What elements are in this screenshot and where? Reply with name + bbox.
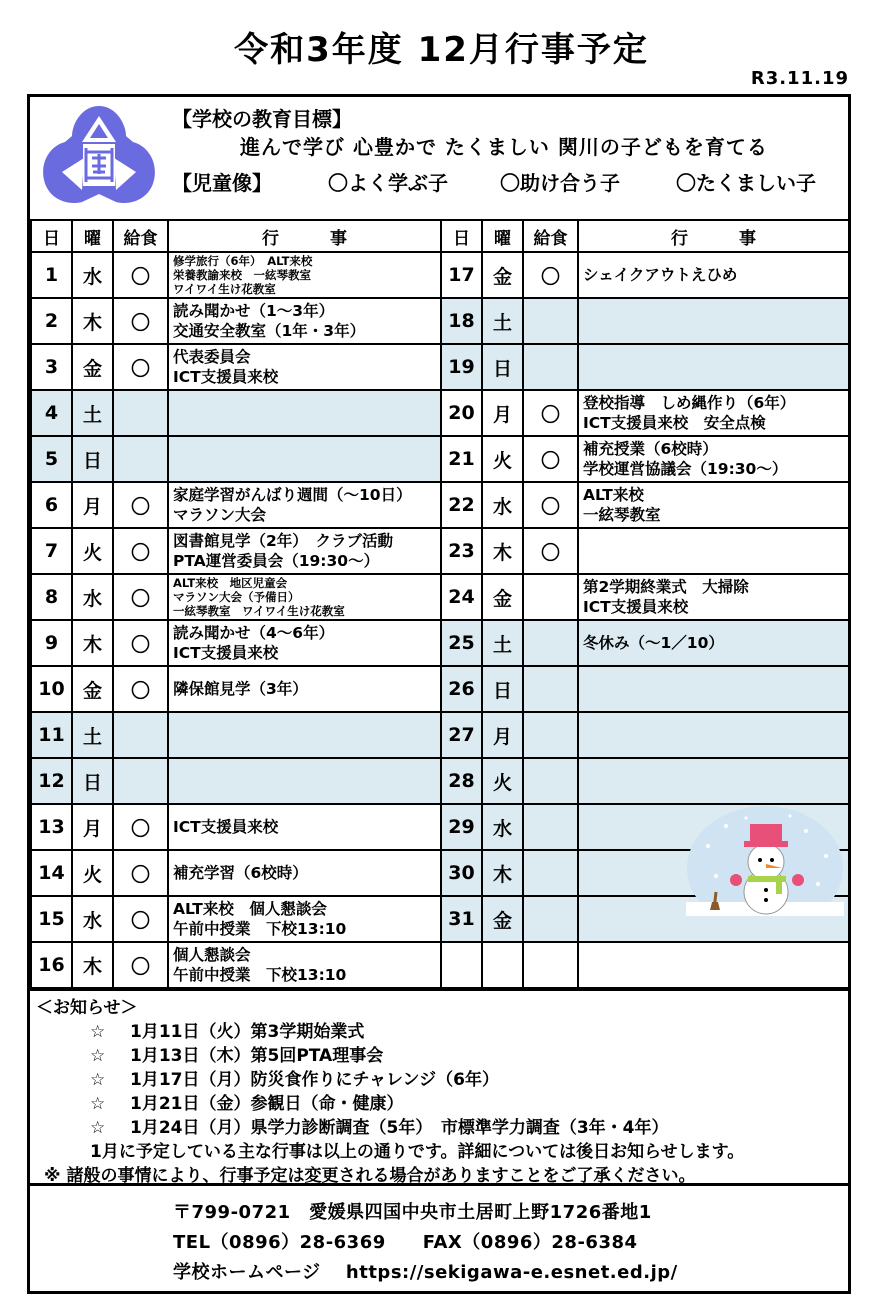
event-line: 隣保館見学（3年） [173,680,308,698]
weekday-cell: 金 [482,574,523,620]
event-cell [578,482,849,528]
col-header-day: 日 [31,220,72,252]
event-cell [168,298,441,344]
day-cell: 11 [31,712,72,758]
notice-item: ☆ 1月17日（月）防災食作りにチャレンジ（6年） [90,1070,499,1090]
lunch-cell [523,298,578,344]
event-cell [578,758,849,804]
school-emblem-icon [38,102,160,210]
weekday-cell: 水 [72,896,113,942]
event-line: ICT支援員来校 [173,368,279,386]
notice-caution: ※ 諸般の事情により、行事予定は変更される場合がありますことをご了承ください。 [44,1166,696,1186]
weekday-cell: 日 [72,758,113,804]
day-cell: 30 [441,850,482,896]
calendar-row [31,390,849,436]
event-cell [168,482,441,528]
weekday-cell: 土 [72,390,113,436]
event-cell [578,620,849,666]
weekday-cell: 木 [72,620,113,666]
weekday-cell: 月 [72,804,113,850]
event-cell [578,712,849,758]
notice-item: ☆ 1月13日（木）第5回PTA理事会 [90,1046,384,1066]
event-line: マラソン大会 [173,506,267,524]
day-cell: 24 [441,574,482,620]
day-cell: 13 [31,804,72,850]
lunch-cell: 〇 [113,804,168,850]
school-homepage-link[interactable]: 学校ホームページ https://sekigawa-e.esnet.ed.jp/ [173,1262,678,1283]
col-header-dow: 曜 [482,220,523,252]
weekday-cell: 月 [482,712,523,758]
lunch-cell: 〇 [113,344,168,390]
ideal-item: 〇助け合う子 [500,171,620,195]
day-cell: 28 [441,758,482,804]
lunch-cell [113,712,168,758]
weekday-cell: 土 [72,712,113,758]
event-line: ICT支援員来校 安全点検 [583,414,766,432]
event-line: 読み聞かせ（1～3年） [173,302,335,320]
lunch-cell: 〇 [113,574,168,620]
weekday-cell: 金 [72,344,113,390]
event-cell [168,436,441,482]
event-cell [168,942,441,988]
col-header-event: 行 事 [578,220,849,252]
notice-item: ☆ 1月21日（金）参観日（命・健康） [90,1094,404,1114]
lunch-cell: 〇 [113,482,168,528]
lunch-cell: 〇 [523,252,578,298]
weekday-cell: 金 [72,666,113,712]
weekday-cell: 火 [482,758,523,804]
event-line: 補充授業（6校時） [583,440,718,458]
event-line: 修学旅行（6年） ALT来校 [173,254,313,268]
page-title: 令和3年度 12月行事予定 [234,30,649,70]
event-cell [578,436,849,482]
day-cell: 15 [31,896,72,942]
event-line: ALT来校 個人懇談会 [173,900,327,918]
event-cell [168,712,441,758]
event-line: 家庭学習がんばり週間（～10日） [173,486,412,504]
day-cell: 4 [31,390,72,436]
lunch-cell: 〇 [113,666,168,712]
day-cell: 25 [441,620,482,666]
event-cell [578,574,849,620]
lunch-cell [523,942,578,988]
day-cell: 29 [441,804,482,850]
day-cell: 1 [31,252,72,298]
col-header-lunch: 給食 [523,220,578,252]
event-line: マラソン大会（予備日） [173,590,300,604]
day-cell: 6 [31,482,72,528]
event-line: ICT支援員来校 [173,818,279,836]
event-line: 学校運営協議会（19:30～） [583,460,788,478]
lunch-cell: 〇 [113,850,168,896]
event-cell [168,850,441,896]
school-contact-footer [30,1183,848,1294]
day-cell: 8 [31,574,72,620]
event-line: 個人懇談会 [173,946,251,964]
event-cell [168,574,441,620]
event-line: 図書館見学（2年） クラブ活動 [173,532,394,550]
calendar-row [31,666,849,712]
event-cell [168,620,441,666]
event-line: 登校指導 しめ縄作り（6年） [583,394,796,412]
day-cell: 2 [31,298,72,344]
event-cell [168,804,441,850]
goal-label: 【学校の教育目標】 [172,107,352,131]
notice-item: ☆ 1月11日（火）第3学期始業式 [90,1022,365,1042]
event-cell [168,758,441,804]
weekday-cell: 金 [482,252,523,298]
weekday-cell: 月 [482,390,523,436]
lunch-cell [523,666,578,712]
event-line: ICT支援員来校 [173,644,279,662]
day-cell: 18 [441,298,482,344]
calendar-row [31,344,849,390]
event-line: 第2学期終業式 大掃除 [583,578,749,596]
calendar-row [31,482,849,528]
lunch-cell [523,574,578,620]
event-line: 代表委員会 [173,348,251,366]
lunch-cell [523,896,578,942]
event-cell [168,666,441,712]
weekday-cell [482,942,523,988]
event-cell [168,344,441,390]
event-line: ワイワイ生け花教室 [173,282,276,296]
day-cell: 10 [31,666,72,712]
lunch-cell: 〇 [113,942,168,988]
event-line: 一絃琴教室 ワイワイ生け花教室 [173,604,345,618]
calendar-row [31,574,849,620]
ideal-item: 〇たくましい子 [676,171,816,195]
calendar-row [31,436,849,482]
lunch-cell: 〇 [113,528,168,574]
notice-summary: 1月に予定している主な行事は以上の通りです。詳細については後日お知らせします。 [90,1142,745,1162]
event-line: シェイクアウトえひめ [583,266,738,284]
weekday-cell: 木 [482,528,523,574]
day-cell: 26 [441,666,482,712]
day-cell: 19 [441,344,482,390]
event-line: ICT支援員来校 [583,598,689,616]
lunch-cell [523,850,578,896]
weekday-cell: 月 [72,482,113,528]
weekday-cell: 木 [72,298,113,344]
event-cell [578,298,849,344]
lunch-cell: 〇 [113,298,168,344]
calendar-row [31,758,849,804]
event-cell [578,666,849,712]
lunch-cell [523,758,578,804]
day-cell: 7 [31,528,72,574]
day-cell: 22 [441,482,482,528]
event-line: 交通安全教室（1年・3年） [173,322,366,340]
event-cell [578,252,849,298]
col-header-dow: 曜 [72,220,113,252]
lunch-cell: 〇 [523,482,578,528]
school-address: 〒799-0721 愛媛県四国中央市土居町上野1726番地1 [173,1202,652,1223]
day-cell: 12 [31,758,72,804]
day-cell: 5 [31,436,72,482]
issue-date: R3.11.19 [750,68,849,89]
weekday-cell: 日 [482,666,523,712]
event-line: 栄養教諭来校 一絃琴教室 [173,268,311,282]
day-cell: 23 [441,528,482,574]
day-cell: 21 [441,436,482,482]
col-header-day: 日 [441,220,482,252]
lunch-cell: 〇 [523,436,578,482]
lunch-cell: 〇 [113,896,168,942]
day-cell: 16 [31,942,72,988]
event-cell [168,528,441,574]
day-cell: 14 [31,850,72,896]
notice-item: ☆ 1月24日（月）県学力診断調査（5年） 市標準学力調査（3年・4年） [90,1118,669,1138]
calendar-row [31,620,849,666]
lunch-cell [113,436,168,482]
event-cell [578,942,849,988]
calendar-row [31,712,849,758]
day-cell: 9 [31,620,72,666]
lunch-cell: 〇 [113,252,168,298]
day-cell: 17 [441,252,482,298]
lunch-cell: 〇 [113,620,168,666]
event-cell [578,390,849,436]
event-cell [168,896,441,942]
weekday-cell: 金 [482,896,523,942]
event-line: 一絃琴教室 [583,506,661,524]
day-cell: 3 [31,344,72,390]
weekday-cell: 土 [482,298,523,344]
notice-section [30,989,848,1185]
ideal-label: 【児童像】 [172,171,272,195]
day-cell: 20 [441,390,482,436]
calendar-row [31,528,849,574]
col-header-event: 行 事 [168,220,441,252]
lunch-cell: 〇 [523,390,578,436]
weekday-cell: 火 [72,528,113,574]
calendar-row [31,252,849,298]
calendar-row [31,298,849,344]
goals-header [30,97,848,219]
calendar-row [31,942,849,988]
event-line: ALT来校 地区児童会 [173,576,288,590]
school-phone-fax: TEL（0896）28-6369 FAX（0896）28-6384 [173,1232,638,1253]
event-cell [168,252,441,298]
event-line: 午前中授業 下校13:10 [173,920,347,938]
event-line: 補充学習（6校時） [173,864,308,882]
table-header-row [31,220,849,252]
weekday-cell: 日 [482,344,523,390]
lunch-cell [113,758,168,804]
event-line: 読み聞かせ（4～6年） [173,624,335,642]
event-line: PTA運営委員会（19:30～） [173,552,380,570]
lunch-cell [523,620,578,666]
weekday-cell: 水 [482,482,523,528]
col-header-lunch: 給食 [113,220,168,252]
weekday-cell: 日 [72,436,113,482]
snowman-illustration-icon [686,806,844,916]
weekday-cell: 水 [72,252,113,298]
event-line: 冬休み（～1／10） [583,634,724,652]
lunch-cell: 〇 [523,528,578,574]
event-cell [578,528,849,574]
weekday-cell: 土 [482,620,523,666]
weekday-cell: 水 [482,804,523,850]
weekday-cell: 木 [72,942,113,988]
weekday-cell: 火 [72,850,113,896]
weekday-cell: 火 [482,436,523,482]
day-cell [441,942,482,988]
event-cell [168,390,441,436]
day-cell: 27 [441,712,482,758]
lunch-cell [113,390,168,436]
event-line: 午前中授業 下校13:10 [173,966,347,984]
lunch-cell [523,344,578,390]
weekday-cell: 水 [72,574,113,620]
lunch-cell [523,712,578,758]
ideal-item: 〇よく学ぶ子 [328,171,448,195]
event-line: ALT来校 [583,486,644,504]
goal-text: 進んで学び 心豊かで たくましい 関川の子どもを育てる [240,135,768,159]
notice-header: ＜お知らせ＞ [36,998,138,1018]
lunch-cell [523,804,578,850]
weekday-cell: 木 [482,850,523,896]
event-cell [578,344,849,390]
day-cell: 31 [441,896,482,942]
